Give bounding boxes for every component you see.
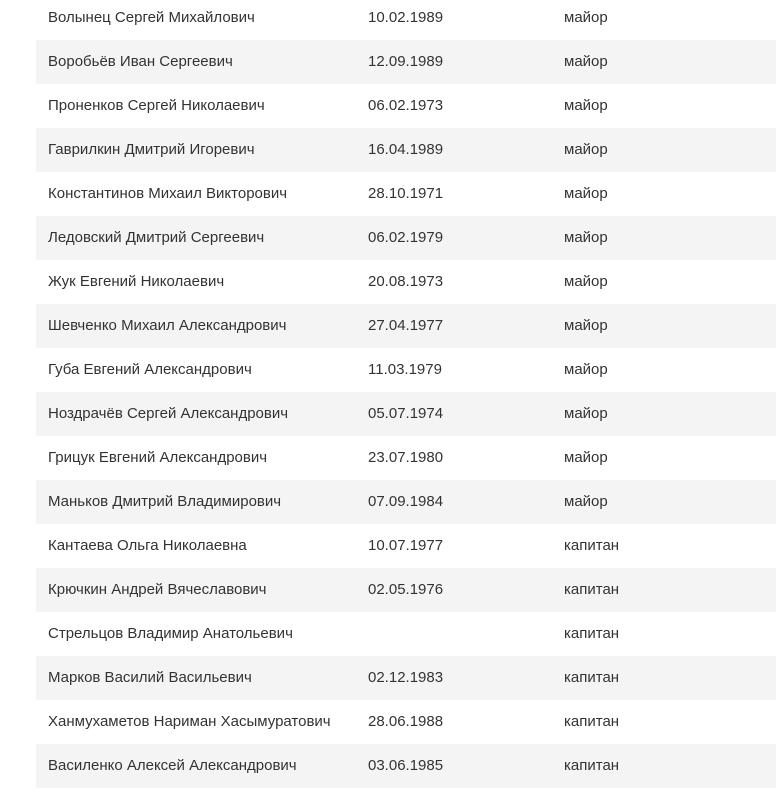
rank-cell: капитан <box>564 537 620 554</box>
name-cell: Губа Евгений Александрович <box>48 361 252 378</box>
birth-date-cell: 11.03.1979 <box>368 361 442 378</box>
rank-cell: капитан <box>564 669 620 686</box>
table-row <box>36 348 776 392</box>
name-cell: Воробьёв Иван Сергеевич <box>48 53 233 70</box>
rank-cell: майор <box>564 493 608 510</box>
table-row <box>36 260 776 304</box>
birth-date-cell: 10.02.1989 <box>368 9 444 26</box>
birth-date-cell: 06.02.1979 <box>368 229 444 246</box>
table-row <box>36 700 776 744</box>
birth-date-cell: 02.05.1976 <box>368 581 444 598</box>
name-cell: Ноздрачёв Сергей Александрович <box>48 405 289 422</box>
table-row <box>36 84 776 128</box>
birth-date-cell: 16.04.1989 <box>368 141 444 158</box>
table-row <box>36 568 776 612</box>
rank-cell: майор <box>564 97 608 114</box>
personnel-table <box>36 0 776 788</box>
birth-date-cell: 10.07.1977 <box>368 537 444 554</box>
table-row <box>36 524 776 568</box>
rank-cell: майор <box>564 449 608 466</box>
name-cell: Ханмухаметов Нариман Хасымуратович <box>48 713 331 730</box>
birth-date-cell: 28.06.1988 <box>368 713 444 730</box>
table-row <box>36 0 776 40</box>
table-row <box>36 744 776 788</box>
name-cell: Стрельцов Владимир Анатольевич <box>48 625 293 642</box>
name-cell: Крючкин Андрей Вячеславович <box>48 581 267 598</box>
name-cell: Марков Василий Васильевич <box>48 669 252 686</box>
birth-date-cell: 06.02.1973 <box>368 97 444 114</box>
rank-cell: майор <box>564 405 608 422</box>
birth-date-cell: 28.10.1971 <box>368 185 444 202</box>
birth-date-cell: 12.09.1989 <box>368 53 444 70</box>
name-cell: Грицук Евгений Александрович <box>48 449 268 466</box>
name-cell: Волынец Сергей Михайлович <box>48 9 255 26</box>
birth-date-cell: 07.09.1984 <box>368 493 444 510</box>
table-row <box>36 304 776 348</box>
table-row <box>36 172 776 216</box>
birth-date-cell: 05.07.1974 <box>368 405 444 422</box>
table-row <box>36 216 776 260</box>
table-row <box>36 656 776 700</box>
rank-cell: капитан <box>564 713 620 730</box>
rank-cell: майор <box>564 185 608 202</box>
table-row <box>36 612 776 656</box>
rank-cell: капитан <box>564 625 620 642</box>
name-cell: Проненков Сергей Николаевич <box>48 97 265 114</box>
rank-cell: майор <box>564 229 608 246</box>
name-cell: Ледовский Дмитрий Сергеевич <box>48 229 265 246</box>
table-row <box>36 436 776 480</box>
name-cell: Кантаева Ольга Николаевна <box>48 537 247 554</box>
table-row <box>36 392 776 436</box>
birth-date-cell: 27.04.1977 <box>368 317 444 334</box>
rank-cell: майор <box>564 141 608 158</box>
rank-cell: капитан <box>564 757 620 774</box>
table-row <box>36 128 776 172</box>
rank-cell: капитан <box>564 581 620 598</box>
birth-date-cell: 03.06.1985 <box>368 757 444 774</box>
name-cell: Константинов Михаил Викторович <box>48 185 288 202</box>
table-row <box>36 480 776 524</box>
birth-date-cell: 23.07.1980 <box>368 449 444 466</box>
rank-cell: майор <box>564 9 608 26</box>
rank-cell: майор <box>564 53 608 70</box>
name-cell: Шевченко Михаил Александрович <box>48 317 287 334</box>
name-cell: Василенко Алексей Александрович <box>48 757 297 774</box>
birth-date-cell: 20.08.1973 <box>368 273 444 290</box>
rank-cell: майор <box>564 317 608 334</box>
birth-date-cell: 02.12.1983 <box>368 669 444 686</box>
table-row <box>36 40 776 84</box>
rank-cell: майор <box>564 273 608 290</box>
rank-cell: майор <box>564 361 608 378</box>
name-cell: Жук Евгений Николаевич <box>48 273 225 290</box>
name-cell: Гаврилкин Дмитрий Игоревич <box>48 141 255 158</box>
name-cell: Маньков Дмитрий Владимирович <box>48 493 282 510</box>
